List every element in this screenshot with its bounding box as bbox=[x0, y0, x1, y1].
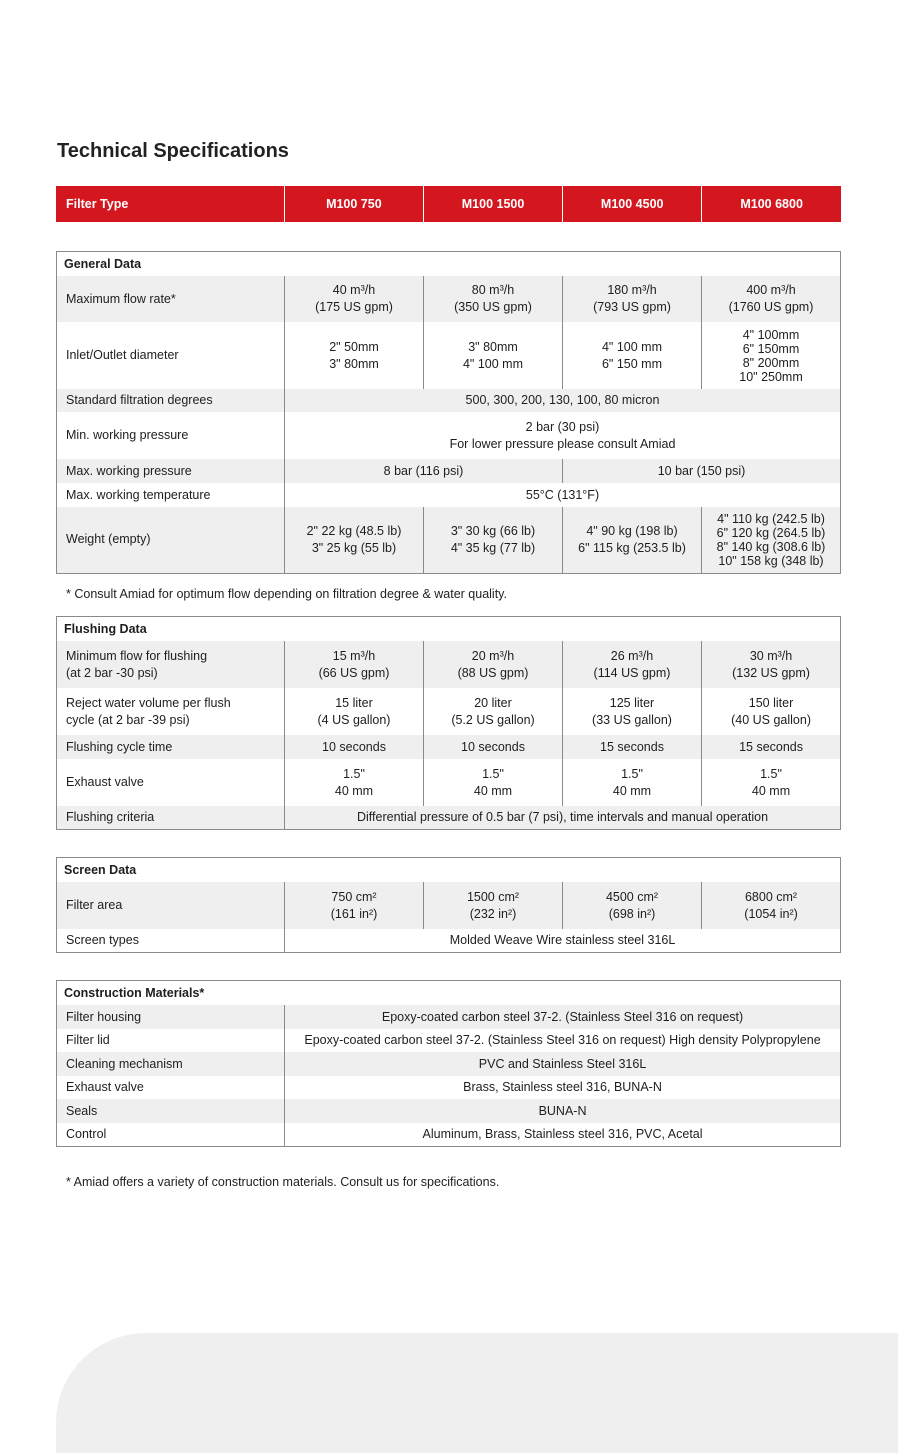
row-label: Filter lid bbox=[66, 1033, 110, 1047]
value-cell: 125 liter (33 US gallon) bbox=[563, 688, 702, 735]
value-cell: 750 cm² (161 in²) bbox=[285, 882, 424, 929]
header-model-4500: M100 4500 bbox=[563, 186, 702, 222]
value-cell: 500, 300, 200, 130, 100, 80 micron bbox=[285, 389, 841, 412]
value-cell: 15 seconds bbox=[702, 735, 841, 759]
value-cell: BUNA-N bbox=[285, 1099, 841, 1123]
value-cell: Aluminum, Brass, Stainless steel 316, PVC, Acetal bbox=[285, 1123, 841, 1146]
section-title: General Data bbox=[64, 256, 142, 271]
value-cell: 3" 80mm 4" 100 mm bbox=[424, 322, 563, 389]
value-cell: 30 m³/h (132 US gpm) bbox=[702, 641, 841, 688]
filter-type-header bbox=[56, 186, 841, 222]
row-label: Screen types bbox=[66, 932, 139, 947]
row-label: Control bbox=[66, 1126, 107, 1141]
value-cell: 6800 cm² (1054 in²) bbox=[702, 882, 841, 929]
value-cell: 400 m³/h (1760 US gpm) bbox=[702, 276, 841, 322]
row-label: Filter housing bbox=[57, 1005, 285, 1029]
value-cell: 10 seconds bbox=[285, 735, 424, 759]
footer-decoration bbox=[56, 1333, 898, 1453]
row-label: Cleaning mechanism bbox=[57, 1052, 285, 1076]
value-cell: 55°C (131°F) bbox=[285, 483, 841, 507]
value-cell: 1.5" 40 mm bbox=[702, 759, 841, 806]
value-cell: Epoxy-coated carbon steel 37-2. (Stainless Steel 316 on request) bbox=[285, 1005, 841, 1029]
value-cell: 4" 100 mm 6" 150 mm bbox=[563, 322, 702, 389]
header-model-750: M100 750 bbox=[284, 186, 423, 222]
value-cell: Differential pressure of 0.5 bar (7 psi), time intervals and manual operation bbox=[285, 806, 841, 829]
value-cell: 4" 110 kg (242.5 lb) 6" 120 kg (264.5 lb) 8" 140 kg (308.6 lb) 10" 158 kg (348 lb) bbox=[702, 507, 841, 573]
row-label: Min. working pressure bbox=[66, 428, 189, 442]
row-label: Exhaust valve bbox=[66, 775, 144, 789]
value-cell: PVC and Stainless Steel 316L bbox=[285, 1052, 841, 1076]
section-title: Screen Data bbox=[64, 862, 137, 877]
row-label: Inlet/Outlet diameter bbox=[66, 348, 179, 362]
value-cell: 40 m³/h (175 US gpm) bbox=[285, 276, 424, 322]
value-cell: 2" 50mm 3" 80mm bbox=[285, 322, 424, 389]
value-cell: 8 bar (116 psi) bbox=[285, 459, 563, 483]
value-cell: Epoxy-coated carbon steel 37-2. (Stainless Steel 316 on request) High density Polypropylene bbox=[285, 1029, 841, 1052]
value-cell: 3" 30 kg (66 lb) 4" 35 kg (77 lb) bbox=[424, 507, 563, 573]
value-cell: 15 liter (4 US gallon) bbox=[285, 688, 424, 735]
value-cell: 2 bar (30 psi) For lower pressure please consult Amiad bbox=[285, 412, 841, 459]
header-model-1500: M100 1500 bbox=[423, 186, 562, 222]
value-cell: 20 m³/h (88 US gpm) bbox=[424, 641, 563, 688]
general-data-table bbox=[56, 251, 841, 574]
flushing-data-table bbox=[56, 616, 841, 830]
row-label: Weight (empty) bbox=[57, 507, 285, 573]
value-cell: 15 m³/h (66 US gpm) bbox=[285, 641, 424, 688]
value-cell: 1.5" 40 mm bbox=[424, 759, 563, 806]
value-cell: 80 m³/h (350 US gpm) bbox=[424, 276, 563, 322]
value-cell: 1500 cm² (232 in²) bbox=[424, 882, 563, 929]
row-label: Seals bbox=[57, 1099, 285, 1123]
row-label: Minimum flow for flushing (at 2 bar -30 psi) bbox=[57, 641, 285, 688]
value-cell: 20 liter (5.2 US gallon) bbox=[424, 688, 563, 735]
value-cell: 180 m³/h (793 US gpm) bbox=[563, 276, 702, 322]
materials-footnote: * Amiad offers a variety of construction materials. Consult us for specifications. bbox=[66, 1175, 500, 1189]
value-cell: 4" 90 kg (198 lb) 6" 115 kg (253.5 lb) bbox=[563, 507, 702, 573]
row-label: Exhaust valve bbox=[66, 1080, 144, 1094]
row-label: Max. working temperature bbox=[66, 487, 211, 502]
value-cell: 15 seconds bbox=[563, 735, 702, 759]
screen-data-table bbox=[56, 857, 841, 953]
section-title: Construction Materials* bbox=[64, 985, 205, 1000]
flow-footnote: * Consult Amiad for optimum flow depending on filtration degree & water quality. bbox=[66, 587, 507, 601]
value-cell: 10 bar (150 psi) bbox=[563, 459, 841, 483]
row-label: Filter area bbox=[57, 882, 285, 929]
row-label: Flushing cycle time bbox=[57, 735, 285, 759]
construction-materials-table bbox=[56, 980, 841, 1147]
value-cell: 26 m³/h (114 US gpm) bbox=[563, 641, 702, 688]
row-label: Reject water volume per flush cycle (at 2 bar -39 psi) bbox=[66, 695, 231, 727]
row-label: Maximum flow rate* bbox=[57, 276, 285, 322]
page-title: Technical Specifications bbox=[57, 140, 289, 162]
value-cell: 4500 cm² (698 in²) bbox=[563, 882, 702, 929]
value-cell: 2" 22 kg (48.5 lb) 3" 25 kg (55 lb) bbox=[285, 507, 424, 573]
row-label: Flushing criteria bbox=[57, 806, 285, 829]
value-cell: 4" 100mm 6" 150mm 8" 200mm 10" 250mm bbox=[702, 322, 841, 389]
value-cell: 10 seconds bbox=[424, 735, 563, 759]
row-label: Max. working pressure bbox=[57, 459, 285, 483]
value-cell: Molded Weave Wire stainless steel 316L bbox=[285, 929, 841, 952]
value-cell: Brass, Stainless steel 316, BUNA-N bbox=[285, 1076, 841, 1099]
row-label: Standard filtration degrees bbox=[57, 389, 285, 412]
section-title: Flushing Data bbox=[64, 621, 147, 636]
value-cell: 150 liter (40 US gallon) bbox=[702, 688, 841, 735]
value-cell: 1.5" 40 mm bbox=[285, 759, 424, 806]
header-filter-type: Filter Type bbox=[56, 186, 284, 222]
value-cell: 1.5" 40 mm bbox=[563, 759, 702, 806]
header-model-6800: M100 6800 bbox=[702, 186, 841, 222]
